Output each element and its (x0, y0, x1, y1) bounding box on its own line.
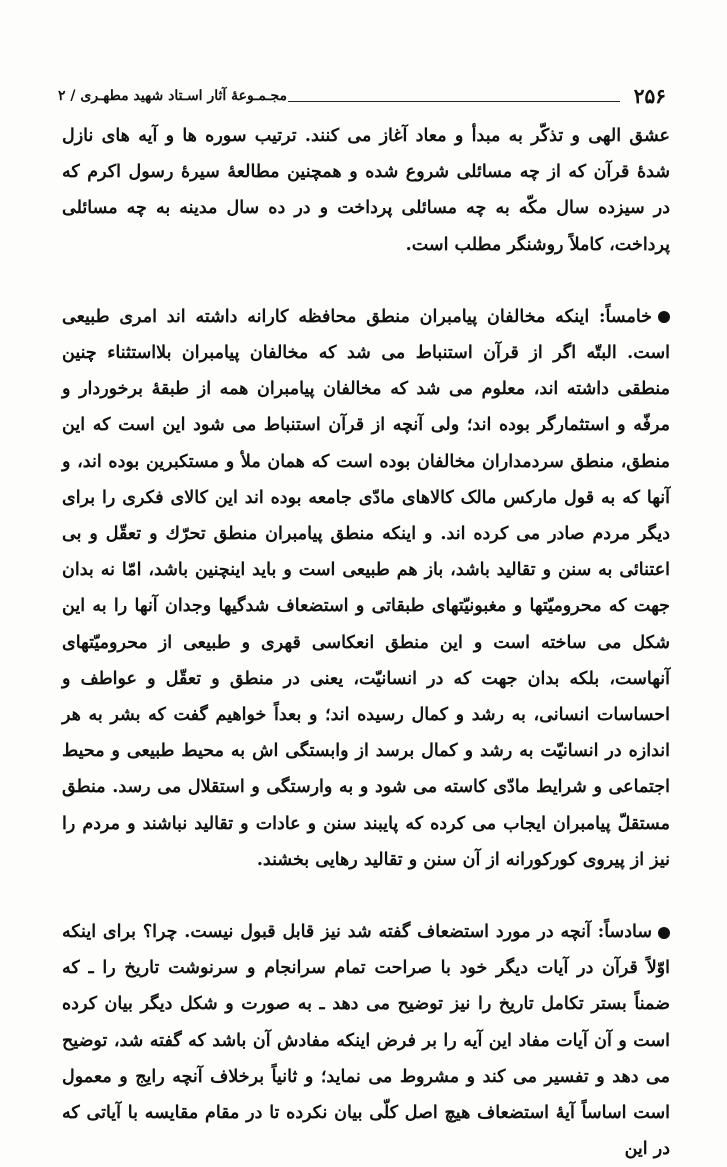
page-header (58, 84, 666, 108)
paragraph-gap (62, 878, 670, 914)
paragraph-1 (62, 118, 670, 263)
paragraph-text: خامساً: اینکه مخالفان پیامبران منطق محافظه کارانه داشته اند امری طبیعی است. البتّه اگر از قرآن استنباط می شد که مخالفان پیامبران بلااستثناء چنین منطقی داشته اند، معلوم می شد که مخالفان پیامبران همه از طبقهٔ برخوردار و مرفّه و استثمارگر بوده اند؛ ولی آنچه از قرآن استنباط می شود این است که این منطق، منطق سردمداران مخالفان بوده است که همان ملأ و مستکبرین بوده اند، و آنها که به قول مارکس مالک کالاهای مادّی جامعه بوده اند این کالای فکری را برای دیگر مردم صادر می کرده اند. و اینکه منطق پیامبران منطق تحرّك و تعقّل و بی اعتنائی به سنن و تقالید باشد، باز هم طبیعی است و باید اینچنین باشد، امّا نه بدان جهت که محرومیّتها و مغبونیّتهای طبقاتی و استضعاف شدگیها وجدان آنها را به این شکل می ساخته است و این منطق انعکاسی قهری و طبیعی از محرومیّتهای آنهاست، بلکه بدان جهت که در انسانیّت، یعنی در منطق و تعقّل و عواطف و احساسات انسانی، به رشد و کمال رسیده اند؛ و بعداً خواهیم گفت که بشر به هر اندازه در انسانیّت به رشد و کمال برسد از وابستگی اش به محیط طبیعی و محیط اجتماعی و شرایط مادّی کاسته می شود و به وارستگی و استقلال می رسد. منطق مستقلّ پیامبران ایجاب می کرده که پایبند سنن و عادات و تقالید نباشند و مردم را نیز از پیروی کورکورانه از آن سنن و تقالید رهایی بخشند. (62, 306, 670, 870)
page-body (62, 118, 670, 1167)
running-title: مجـمـوعهٔ آثار اسـتاد شهید مطهـری / ۲ (58, 88, 288, 104)
paragraph-gap (62, 263, 670, 299)
paragraph-3 (62, 914, 670, 1167)
paragraph-text: عشق الهی و تذکّر به مبدأ و معاد آغاز می کنند. ترتیب سوره ها و آیه های نازل شدهٔ قرآن که از چه مسائلی شروع شده و همچنین مطالعهٔ سیرهٔ رسول اکرم که در سیزده سال مکّه به چه مسائلی پرداخت و در ده سال مدینه به چه مسائلی پرداخت، کاملاً روشنگر مطلب است. (62, 126, 670, 255)
paragraph-2 (62, 299, 670, 878)
bullet-icon (658, 927, 670, 939)
bullet-icon (658, 311, 670, 323)
page-number: ۲۵۶ (633, 84, 666, 108)
paragraph-text: سادساً: آنچه در مورد استضعاف گفته شد نیز قابل قبول نیست. چرا؟ برای اینکه اوّلاً قرآن در آیات دیگر خود با صراحت تمام سرانجام و سرنوشت تاریخ را ـ که ضمناً بستر تکامل تاریخ را نیز توضیح می دهد ـ به صورت و شکل دیگر بیان کرده است و آن آیات مفاد این آیه را بر فرض اینکه مفادش آن باشد که گفته شد، توضیح می دهد و تفسیر می کند و مشروط می نماید؛ و ثانیاً برخلاف آنچه رایج و معمول است اساساً آیهٔ استضعاف هیچ اصل کلّی بیان نکرده تا در مقام مقایسه با آیاتی که در این (62, 922, 670, 1160)
header-rule (288, 101, 620, 102)
